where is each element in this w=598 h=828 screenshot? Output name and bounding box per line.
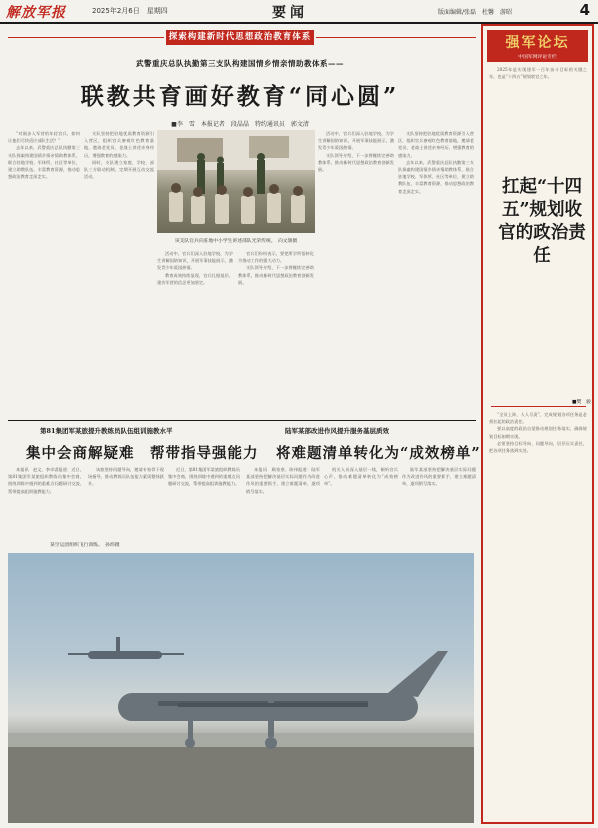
- story2-headline: 集中会商解疑难 帮带指导强能力: [26, 445, 259, 462]
- story2-byline: 本报讯 赵文、李卓睿报道：: [16, 467, 72, 472]
- paragraph: 去年以来，武警重庆总队执勤第三支队探索构建国情乡情亲情助教体系，联合驻地学校、军休所、社区等单位，建立助教队伍，丰富教育资源，推动思想政治教育走深走实。: [398, 159, 474, 194]
- paragraph: 要以高度的政治自觉推动规划任务落实，确保规划目标如期实现。: [489, 426, 587, 439]
- paragraph: 该旅坚持问题导向，邀请专家骨干现场指导，推动教练员队伍能力素质整体跃升。: [88, 467, 164, 487]
- masthead: [0, 0, 598, 24]
- paragraph: 活动中，官兵们深入驻地学校，为学生讲解国防知识，开展军事技能展示，激发青少年爱国热情。: [157, 251, 233, 271]
- lead-column-6: [398, 130, 474, 410]
- photo2-caption: 某空运团组织飞行训练。 孙炜摄: [50, 543, 120, 548]
- paragraph: 支队坚持把驻地优质教育资源引入营区，组织官兵参观红色教育基地，邀请老党员、老战士讲述亲身经历，增强教育的感染力。: [398, 131, 474, 158]
- paragraph: 必须坚持目标导向、问题导向，层层压实责任，把各项任务落到实处。: [489, 440, 587, 454]
- story3-byline: 本报讯 顾家豪、陈伟报道：: [254, 467, 312, 472]
- story3-column-2: [324, 466, 398, 536]
- paragraph: 支队坚持把驻地优质教育资源引入营区，组织官兵参观红色教育基地，邀请老党员、老战士讲述亲身经历，增强教育的感染力。: [84, 131, 154, 158]
- column-banner: 探索构建新时代思想政治教育体系: [166, 30, 314, 45]
- lead-headline: 联教共育画好教育“同心圆”: [80, 83, 400, 110]
- paragraph: 近日，第81集团军某旅组织教练员集中会商，围绕训练中遇到的重难点问题研讨交流，帮带提高组训施教能力。: [8, 467, 84, 494]
- story2-column-1: [8, 466, 84, 536]
- paragraph: 支队领导介绍，下一步将继续完善助教体系，推动新时代思想政治教育创新发展。: [318, 152, 394, 173]
- aircraft-photo: [8, 553, 474, 823]
- paragraph: 教育成效持续显现，官兵扎根基层、建功军营的信念更加坚定。: [157, 272, 233, 285]
- story3-column-3: [402, 466, 476, 536]
- paragraph: 活动中，官兵们深入驻地学校，为学生讲解国防知识，开展军事技能展示，激发青少年爱国热情。: [318, 131, 394, 151]
- section-title: 要闻: [272, 5, 308, 21]
- issue-date: 2025年2月6日 星期四: [92, 7, 168, 15]
- paragraph: “对刚步入军营的年轻官兵，如何让他们尽快适应部队生活？”: [8, 131, 80, 144]
- paragraph: “全员上阵，人人尽责”，完成规划各项任务是必须扛起的政治责任。: [489, 412, 587, 425]
- story2-column-2: [88, 466, 164, 536]
- paragraph: 去年以来，武警重庆总队执勤第三支队探索构建国情乡情亲情助教体系，联合驻地学校、军休所、社区等单位，建立助教队伍，丰富教育资源，推动思想政治教育走深走实。: [8, 145, 80, 180]
- lead-photo-caption: 该支队官兵向驻地中小学生讲述部队光荣传统。 向文颉摄: [174, 239, 298, 244]
- story2-kicker: 第81集团军某旅提升教练员队伍组训施教水平: [40, 427, 173, 435]
- sidebar-header: [487, 30, 588, 62]
- lead-photo: [157, 130, 315, 233]
- paragraph: 近日，第81集团军某旅组织教练员集中会商，围绕训练中遇到的重难点问题研讨交流，帮带提高组训施教能力。: [168, 467, 240, 487]
- sidebar-author: ■樊 骏: [572, 400, 591, 405]
- sidebar-headline: 扛起“十四五”规划收官的政治责任: [498, 177, 586, 266]
- sidebar-intro: [489, 66, 587, 166]
- story3-headline: 将难题清单转化为“成效榜单”: [276, 445, 481, 462]
- sidebar-column-name: 强军论坛: [505, 35, 570, 51]
- section-divider: [8, 420, 476, 421]
- commentary-sidebar: [481, 24, 594, 824]
- sidebar-column-sub: 中国军网评论专栏: [518, 55, 557, 60]
- soldiers-with-students-illustration: [157, 130, 315, 233]
- banner-rule-right: [316, 37, 476, 38]
- story3-column-1: [246, 466, 320, 536]
- paragraph: 陆军某部坚持把解决基层实际问题作为改进作风的重要抓手，建立难题清单，逐项销号落实。: [246, 467, 320, 494]
- paragraph: 2025年是实现建军一百年奋斗目标的关键之年，也是“十四五”规划收官之年。: [489, 67, 587, 80]
- transport-aircraft-illustration: [8, 553, 474, 823]
- sidebar-body: [489, 411, 587, 816]
- paragraph: 官兵们纷纷表示，要把所学所悟转化为推动工作的强大动力。: [238, 251, 314, 264]
- lead-subtitle: 武警重庆总队执勤第三支队构建国情乡情亲情助教体系——: [136, 59, 344, 68]
- paragraph: 支队领导介绍，下一步将继续完善助教体系，推动新时代思想政治教育创新发展。: [238, 265, 314, 285]
- banner-rule-left: [8, 37, 164, 38]
- newspaper-logo: 解放军报: [6, 5, 66, 21]
- story3-kicker: 陆军某部改进作风提升服务基层质效: [285, 427, 389, 435]
- paragraph: 陆军某部坚持把解决基层实际问题作为改进作风的重要抓手，建立难题清单，逐项销号落实。: [402, 467, 476, 487]
- page-number: 4: [579, 1, 590, 19]
- sidebar-rule: [491, 406, 586, 407]
- lead-byline: ■李 雪 本报记者 段晶晶 特约通讯员 郭文清: [171, 121, 309, 128]
- story2-column-3: [168, 466, 240, 536]
- editor-credits: 版面编辑/张磊 杜馨 游昭: [438, 9, 513, 16]
- paragraph: 机关人员深入基层一线，倾听官兵心声，推动难题清单转化为“成效榜单”。: [324, 467, 398, 487]
- paragraph: 同时，支队建立家庭、学校、部队三方联动机制，定期开展互动交流活动。: [84, 159, 154, 180]
